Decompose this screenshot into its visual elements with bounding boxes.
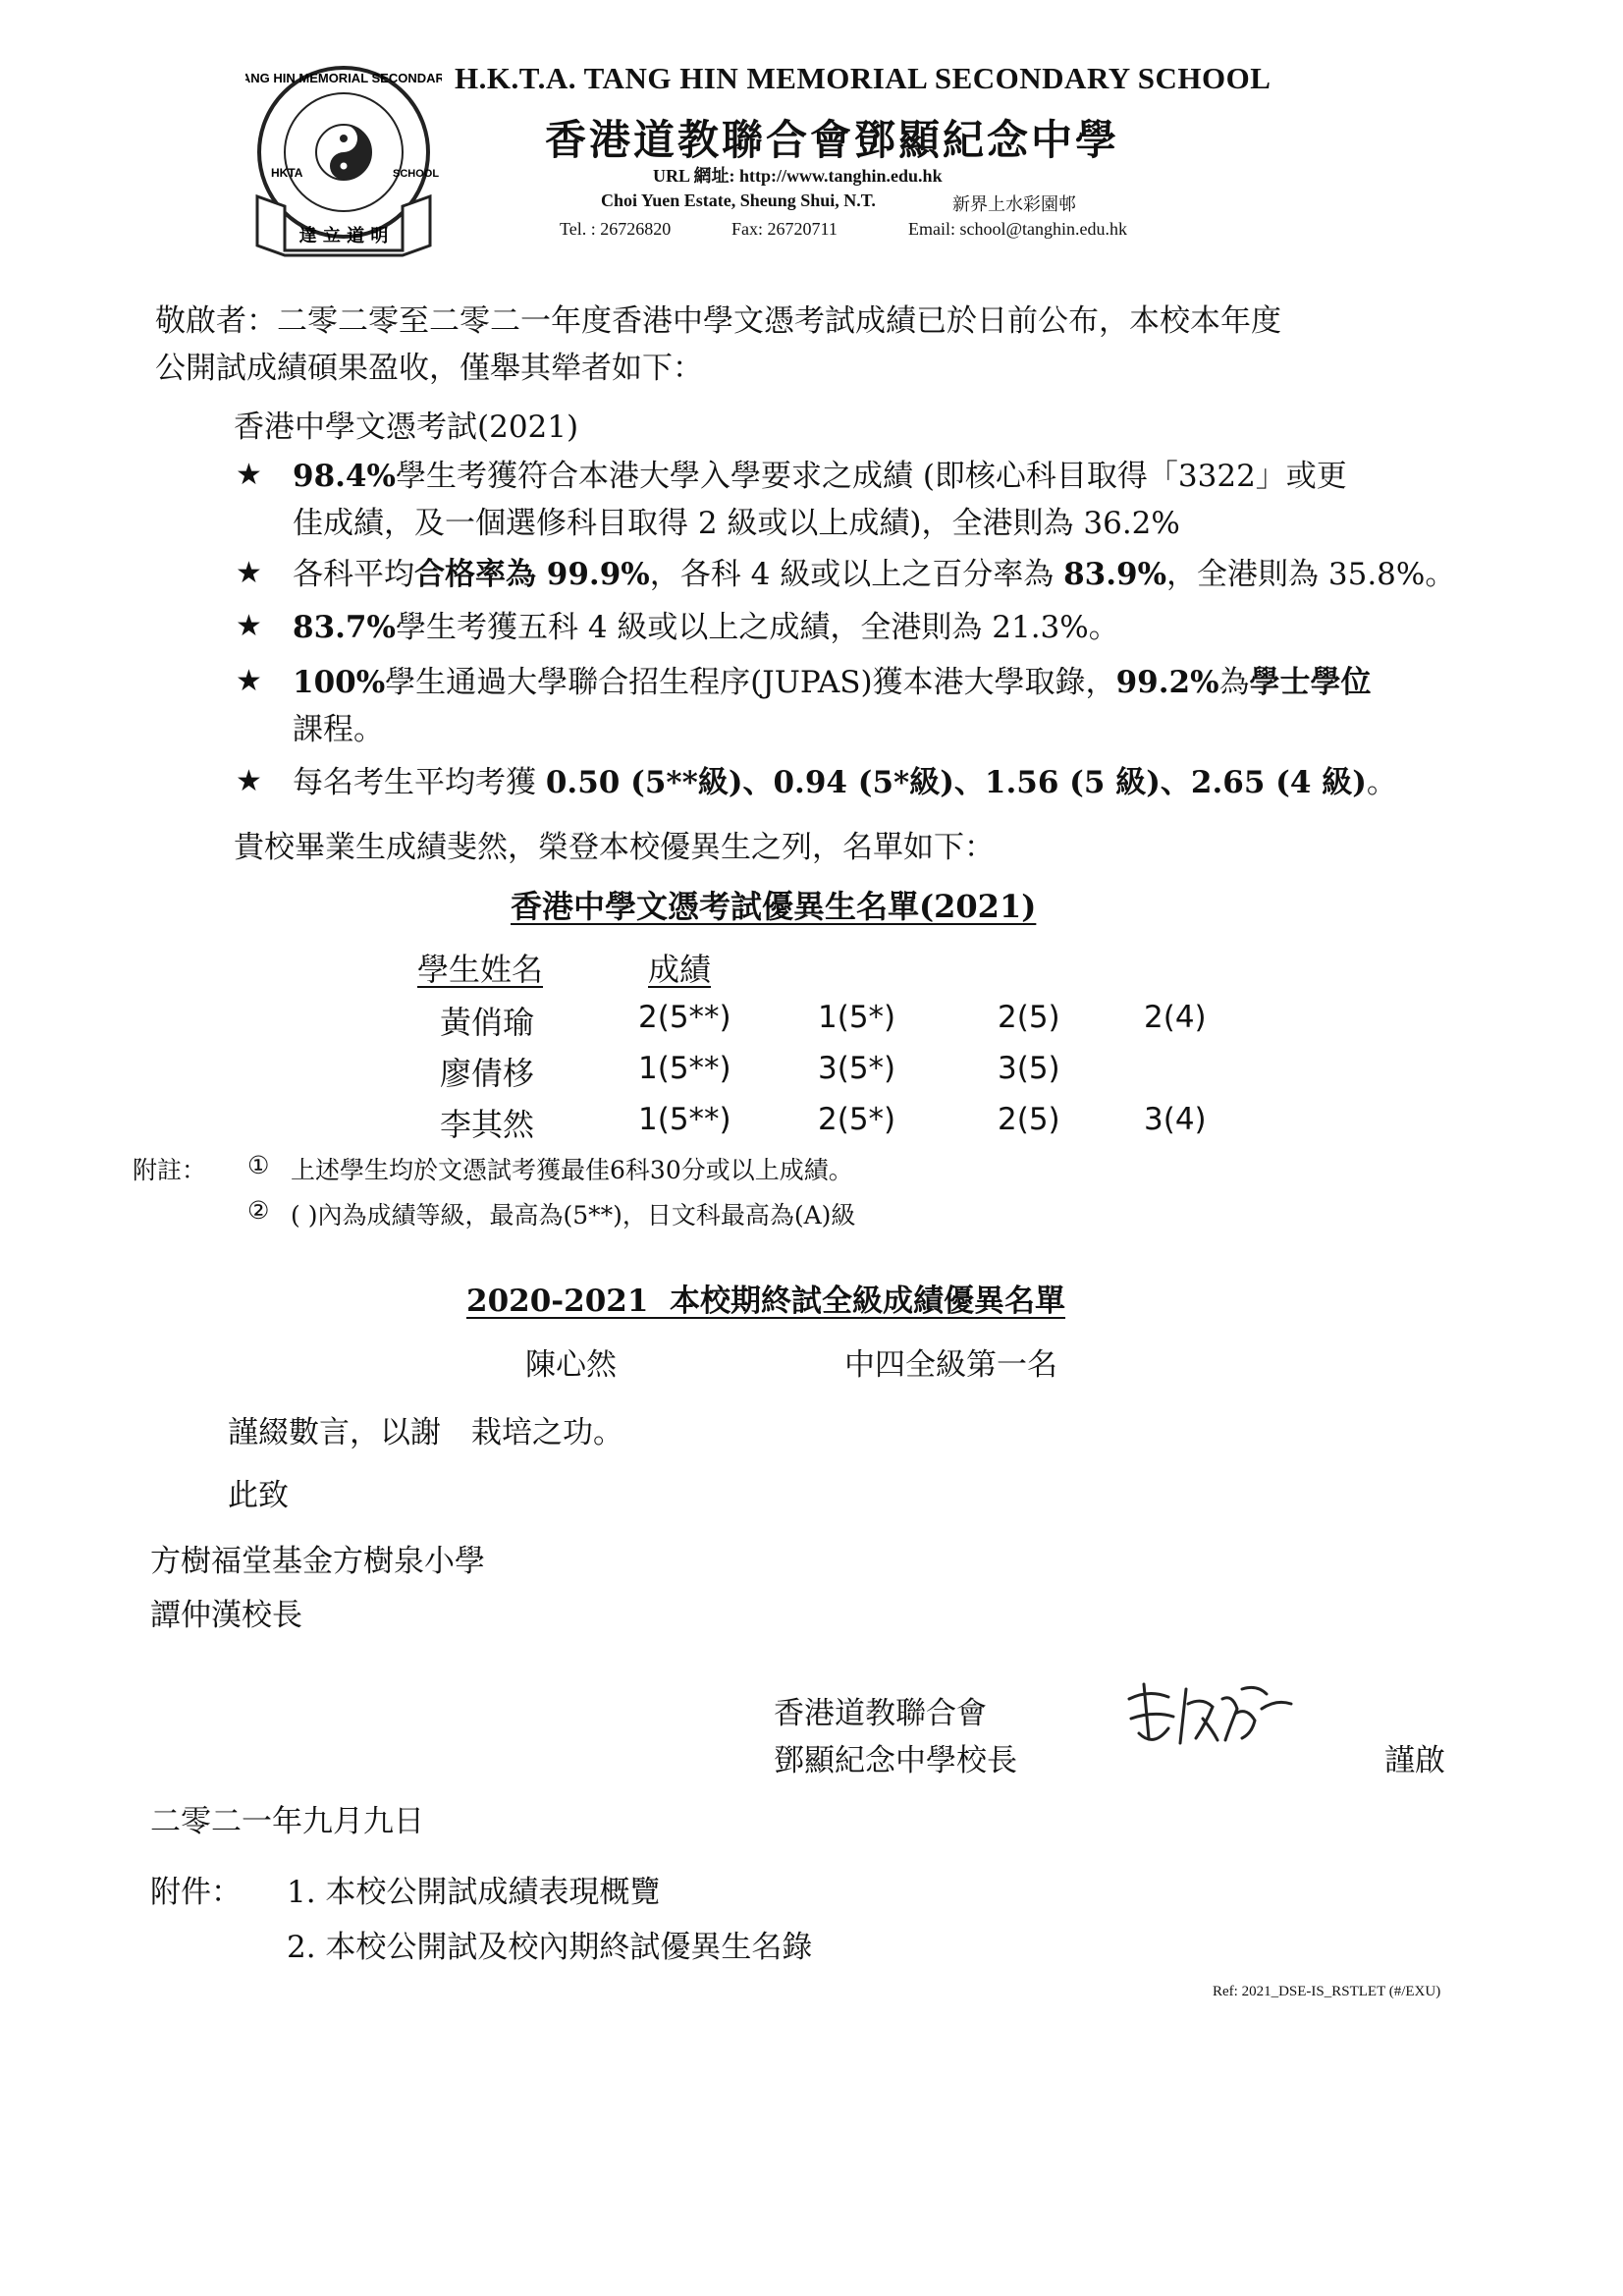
grade-cell: 1(5**) <box>638 1102 731 1137</box>
grade-cell: 1(5*) <box>818 1000 896 1035</box>
bullet-star: ★ <box>236 609 262 643</box>
intro-line-2: 公開試成績碩果盈收，僅舉其犖者如下： <box>155 351 703 386</box>
letter-date: 二零二一年九月九日 <box>150 1804 424 1839</box>
sender-line-2: 鄧顯紀念中學校長 <box>774 1743 1017 1778</box>
note-1-mark: ① <box>247 1151 270 1179</box>
bullet-1-line-2: 佳成績，及一個選修科目取得 2 級或以上成績)，全港則為 36.2% <box>293 506 1180 541</box>
reference-code: Ref: 2021_DSE-IS_RSTLET (#/EXU) <box>1213 1984 1441 1999</box>
bullet-star: ★ <box>236 764 262 798</box>
exam-heading: 香港中學文憑考試(2021) <box>234 410 579 445</box>
intro-line-1: 敬啟者：二零二零至二零二一年度香港中學文憑考試成績已於日前公布，本校本年度 <box>155 303 1281 339</box>
bullet-star: ★ <box>236 556 262 590</box>
student-name: 廖倩栘 <box>440 1055 535 1092</box>
regards: 此致 <box>228 1478 289 1513</box>
grade-cell: 3(5) <box>998 1051 1060 1086</box>
school-fax: Fax: 26720711 <box>731 219 838 239</box>
bullet-4-line-2: 課程。 <box>293 712 384 747</box>
principal-signature <box>1119 1669 1296 1758</box>
recipient-school: 方樹福堂基金方樹泉小學 <box>150 1544 485 1579</box>
recipient-person: 譚仲漢校長 <box>150 1598 302 1633</box>
internal-title: 2020-2021 本校期終試全級成績優異名單 <box>466 1284 1066 1319</box>
bullet-2: 各科平均合格率為 99.9%，各科 4 級或以上之百分率為 83.9%，全港則為 35.8%。 <box>293 557 1456 592</box>
school-email: Email: school@tanghin.edu.hk <box>908 219 1128 239</box>
grade-cell: 2(4) <box>1144 1000 1207 1035</box>
grade-cell: 2(5**) <box>638 1000 731 1035</box>
table-header-grades: 成績 <box>648 951 712 988</box>
student-name: 李其然 <box>440 1106 535 1143</box>
sign-off: 謹啟 <box>1384 1743 1445 1778</box>
thanks-line: 謹綴數言，以謝 栽培之功。 <box>228 1415 623 1450</box>
logo-text-top: TANG HIN MEMORIAL SECONDARY <box>245 71 442 85</box>
grade-cell: 2(5) <box>998 1000 1060 1035</box>
school-logo <box>245 59 442 260</box>
bullet-star: ★ <box>236 664 262 698</box>
school-address-en: Choi Yuen Estate, Sheung Shui, N.T. <box>601 191 876 210</box>
grade-cell: 3(5*) <box>818 1051 896 1086</box>
bullet-star: ★ <box>236 458 262 492</box>
logo-text-right: SCHOOL <box>393 168 440 180</box>
logo-text-left: HKTA <box>271 166 303 180</box>
note-1: 上述學生均於文憑試考獲最佳6科30分或以上成績。 <box>291 1156 853 1184</box>
note-2: ( )內為成績等級，最高為(5**)，日文科最高為(A)級 <box>291 1201 856 1230</box>
honour-title: 香港中學文憑考試優異生名單(2021) <box>511 888 1037 925</box>
grade-cell: 3(4) <box>1144 1102 1207 1137</box>
school-url: URL 網址: http://www.tanghin.edu.hk <box>653 166 943 186</box>
school-address-zh: 新界上水彩園邨 <box>952 194 1076 214</box>
notes-label: 附註： <box>133 1156 207 1184</box>
honour-intro: 貴校畢業生成績斐然，榮登本校優異生之列，名單如下： <box>234 830 995 865</box>
logo-motto: 達 立 道 明 <box>298 226 389 246</box>
bullet-5: 每名考生平均考獲 0.50 (5**級)、0.94 (5*級)、1.56 (5 級)、2.65 (4 級)。 <box>293 765 1397 800</box>
grade-cell: 1(5**) <box>638 1051 731 1086</box>
grade-cell: 2(5*) <box>818 1102 896 1137</box>
attachments-label: 附件： <box>150 1875 242 1910</box>
bullet-4-line-1: 100%學生通過大學聯合招生程序(JUPAS)獲本港大學取錄，99.2%為學士學位 <box>293 665 1372 700</box>
bullet-3: 83.7%學生考獲五科 4 級或以上之成績，全港則為 21.3%。 <box>293 610 1119 645</box>
attachment-2: 2. 本校公開試及校內期終試優異生名錄 <box>287 1930 813 1965</box>
internal-student-name: 陳心然 <box>525 1347 617 1383</box>
internal-student-rank: 中四全級第一名 <box>844 1347 1057 1383</box>
table-header-name: 學生姓名 <box>417 951 544 988</box>
sender-line-1: 香港道教聯合會 <box>774 1696 987 1731</box>
grade-cell: 2(5) <box>998 1102 1060 1137</box>
student-name: 黃俏瑜 <box>440 1004 535 1041</box>
bullet-1-line-1: 98.4%學生考獲符合本港大學入學要求之成績 (即核心科目取得「3322」或更 <box>293 459 1347 494</box>
attachment-1: 1. 本校公開試成績表現概覽 <box>287 1875 661 1910</box>
school-name-zh: 香港道教聯合會鄧顯紀念中學 <box>545 116 1120 164</box>
school-name-en: H.K.T.A. TANG HIN MEMORIAL SECONDARY SCHOOL <box>455 61 1271 95</box>
note-2-mark: ② <box>247 1196 270 1225</box>
school-tel: Tel. : 26726820 <box>560 219 672 239</box>
